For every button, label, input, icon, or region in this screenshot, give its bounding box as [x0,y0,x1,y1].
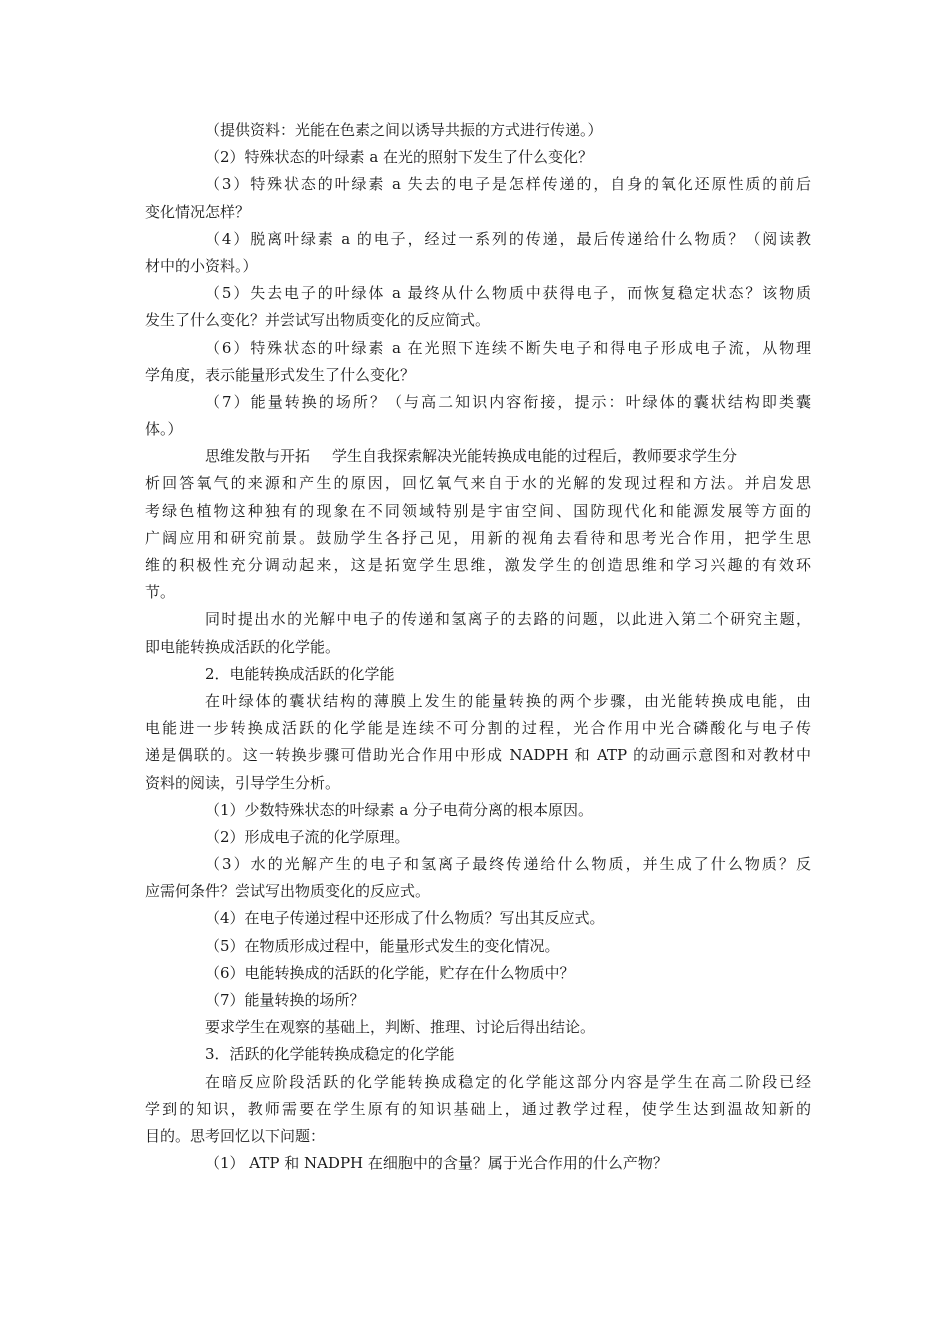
question-line: （3）水的光解产生的电子和氢离子最终传递给什么物质，并生成了什么物质？反 [205,855,811,874]
question-line: （6）特殊状态的叶绿素 a 在光照下连续不断失电子和得电子形成电子流，从物理 [205,338,811,357]
section-heading: 3．活跃的化学能转换成稳定的化学能 [205,1045,455,1064]
question-line: （4）脱离叶绿素 a 的电子，经过一系列的传递，最后传递给什么物质？（阅读教 [205,229,811,248]
paragraph-line: 电能进一步转换成活跃的化学能是连续不可分割的过程，光合作用中光合磷酸化与电子传 [145,719,811,738]
paragraph-line: 目的。思考回忆以下问题： [145,1126,326,1145]
section-heading: 思维发散与开拓 [205,447,311,466]
paragraph-line: 节。 [145,583,176,602]
question-line: （1） ATP 和 NADPH 在细胞中的含量？属于光合作用的什么产物？ [205,1154,668,1173]
text-line: 材中的小资料。） [145,256,258,275]
question-line: （3）特殊状态的叶绿素 a 失去的电子是怎样传递的，自身的氧化还原性质的前后 [205,175,811,194]
question-line: （7）能量转换的场所？ [205,991,365,1009]
paragraph-line: 在叶绿体的囊状结构的薄膜上发生的能量转换的两个步骤，由光能转换成电能，由 [205,691,811,710]
text-line: 学角度，表示能量形式发生了什么变化？ [145,365,416,384]
text-line: 体。） [145,420,183,439]
question-line: （2）形成电子流的化学原理。 [205,827,410,846]
paragraph-line: 考绿色植物这种独有的现象在不同领域特别是宇宙空间、国防现代化和能源发展等方面的 [145,501,811,520]
paragraph-text: 学生自我探索解决光能转换成电能的过程后，教师要求学生分 [332,447,738,466]
paragraph-line: 维的积极性充分调动起来，这是拓宽学生思维，激发学生的创造思维和学习兴趣的有效环 [145,556,811,574]
paragraph-line: 同时提出水的光解中电子的传递和氢离子的去路的问题，以此进入第二个研究主题， [205,610,811,629]
paragraph-line: 析回答氧气的来源和产生的原因，回忆氧气来自于水的光解的发现过程和方法。并启发思 [145,474,811,493]
paragraph-line: 广阔应用和研究前景。鼓励学生各抒己见，用新的视角去看待和思考光合作用，把学生思 [145,528,811,547]
text-line: （提供资料：光能在色素之间以诱导共振的方式进行传递。） [205,121,603,139]
question-line: （6）电能转换成的活跃的化学能，贮存在什么物质中？ [205,963,575,982]
question-line: （4）在电子传递过程中还形成了什么物质？写出其反应式。 [205,909,605,928]
text-line: 应需何条件？尝试写出物质变化的反应式。 [145,882,431,901]
question-line: （5）失去电子的叶绿体 a 最终从什么物质中获得电子，而恢复稳定状态？该物质 [205,284,811,303]
paragraph-line: 即电能转换成活跃的化学能。 [145,637,341,656]
paragraph-line: 递是偶联的。这一转换步骤可借助光合作用中形成 NADPH 和 ATP 的动画示意图和对教材中 [145,746,811,765]
section-heading: 2．电能转换成活跃的化学能 [205,664,395,683]
question-line: （7）能量转换的场所？（与高二知识内容衔接，提示：叶绿体的囊状结构即类囊 [205,392,811,411]
paragraph-line: 资料的阅读，引导学生分析。 [145,773,341,792]
paragraph-line [145,443,811,470]
question-line: （1）少数特殊状态的叶绿素 a 分子电荷分离的根本原因。 [205,800,594,819]
document-page [145,117,811,1177]
question-line: （2）特殊状态的叶绿素 a 在光的照射下发生了什么变化？ [205,148,594,167]
paragraph-line: 学到的知识，教师需要在学生原有的知识基础上，通过教学过程，使学生达到温故知新的 [145,1099,811,1118]
text-line: 变化情况怎样？ [145,202,251,221]
text-line: 发生了什么变化？并尝试写出物质变化的反应简式。 [145,311,491,330]
paragraph-line: 在暗反应阶段活跃的化学能转换成稳定的化学能这部分内容是学生在高二阶段已经 [205,1072,811,1091]
question-line: （5）在物质形成过程中，能量形式发生的变化情况。 [205,936,560,955]
paragraph-line: 要求学生在观察的基础上，判断、推理、讨论后得出结论。 [205,1018,596,1037]
